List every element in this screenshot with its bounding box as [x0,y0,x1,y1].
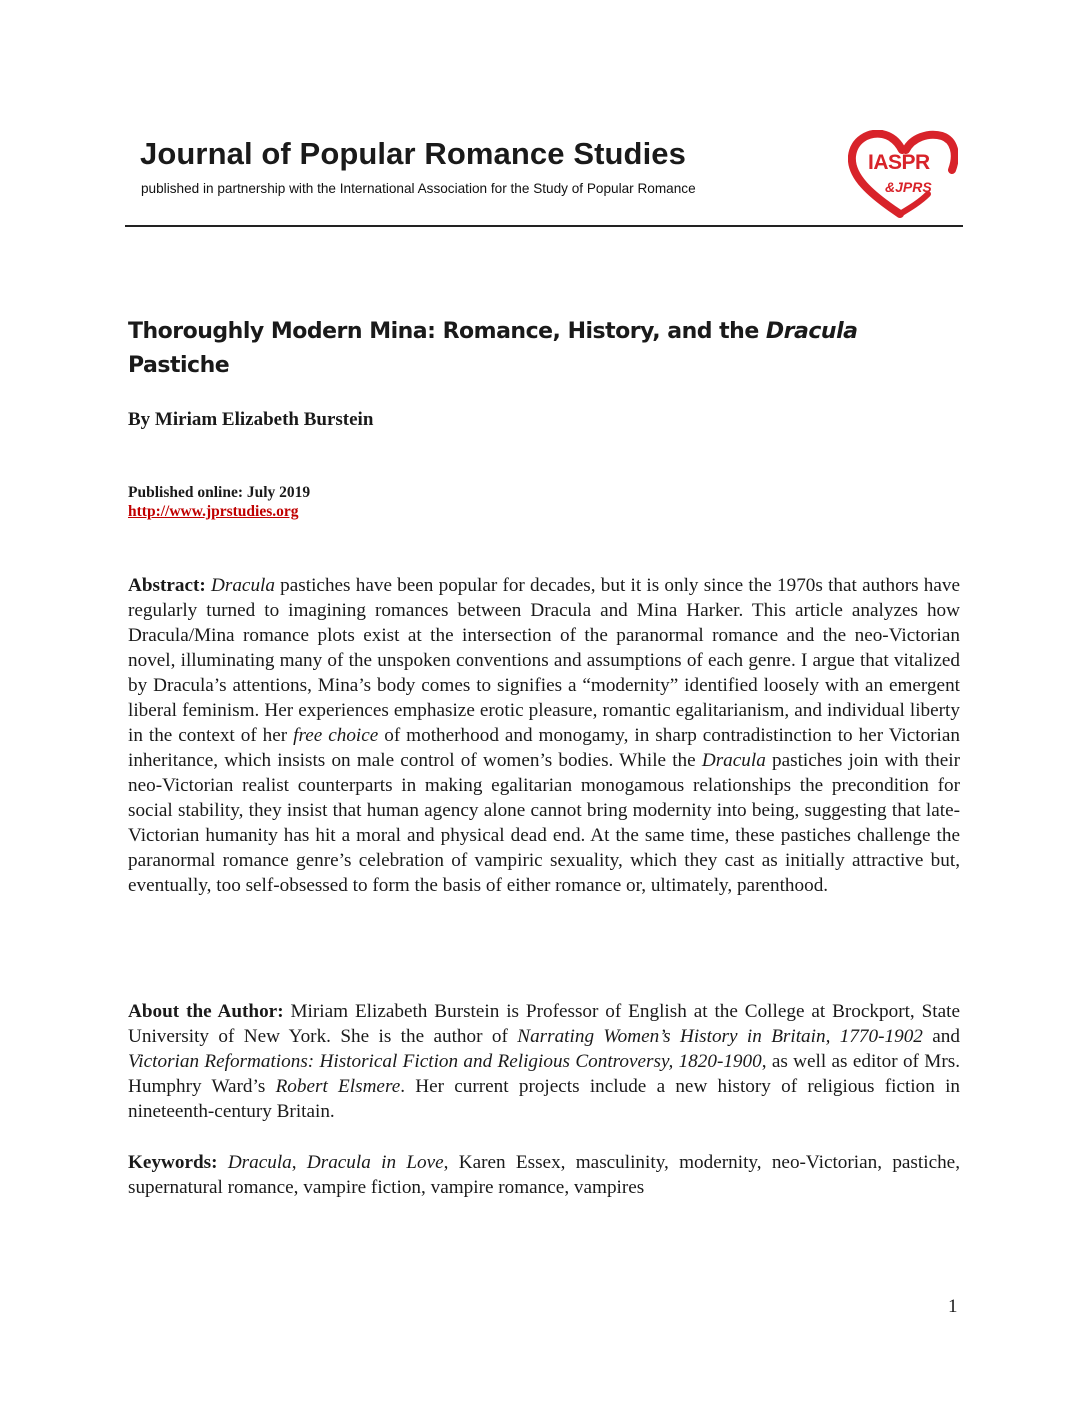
journal-link[interactable]: http://www.jprstudies.org [128,503,299,520]
page-number: 1 [948,1296,958,1317]
published-date: Published online: July 2019 [128,484,311,501]
heart-logo-icon [848,130,958,220]
abstract-paragraph: Abstract: Dracula pastiches have been popular for decades, but it is only since the 1970s that authors have regularly turned to imagining romances between Dracula and Mina Harker. This article analyzes how Dracula/Mina romance plots exist at the intersection of the paranormal romance and the neo-Victorian novel, illuminating many of the unspoken conventions and assumptions of each genre. I argue that vitalized by Dracula’s attentions, Mina’s body comes to signifies a “modernity” identified loosely with an emergent liberal feminism. Her experiences emphasize erotic pleasure, romantic egalitarianism, and individual liberty in the context of her free choice of motherhood and monogamy, in sharp contradistinction to her Victorian inheritance, which insists on male control of women’s bodies. While the Dracula pastiches join with their neo-Victorian realist counterparts in making egalitarian monogamous relationships the precondition for social stability, they insist that human agency alone cannot bring modernity into being, suggesting that late-Victorian humanity has hit a moral and physical dead end. At the same time, these pastiches challenge the paranormal romance genre’s celebration of vampiric sexuality, which they cast as initially attractive but, eventually, too self-obsessed to form the basis of either romance or, ultimately, parenthood. [128,575,960,896]
journal-subtitle: published in partnership with the International Association for the Study of Popular Romance [141,181,696,196]
title-italic: Dracula [765,319,858,344]
keywords-paragraph: Keywords: Dracula, Dracula in Love, Karen Essex, masculinity, modernity, neo-Victorian, pastiche, supernatural romance, vampire fiction, vampire romance, vampires [128,1152,960,1198]
keywords-label: Keywords: [128,1152,218,1173]
article-title: Thoroughly Modern Mina: Romance, History, and the Dracula Pastiche [128,319,858,378]
header-divider [125,225,963,227]
abstract-label: Abstract: [128,575,206,596]
logo-text: IASPR [868,151,930,174]
logo-subtext: &JPRS [885,179,932,195]
author-byline: By Miriam Elizabeth Burstein [128,409,374,430]
about-label: About the Author: [128,1001,284,1022]
journal-title: Journal of Popular Romance Studies [140,136,686,171]
publication-info [128,483,310,521]
about-author-paragraph: About the Author: Miriam Elizabeth Burstein is Professor of English at the College at Brockport, State University of New York. She is the author of Narrating Women’s History in Britain, 1770-1902 and Victorian Reformations: Historical Fiction and Religious Controversy, 1820-1900, as well as editor of Mrs. Humphry Ward’s Robert Elsmere. Her current projects include a new history of religious fiction in nineteenth-century Britain. [128,1001,960,1122]
